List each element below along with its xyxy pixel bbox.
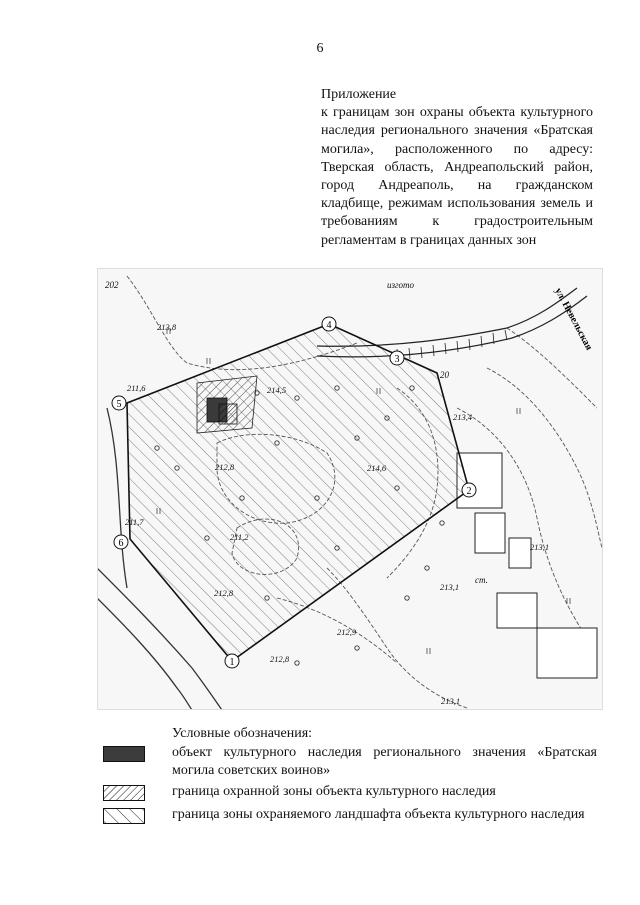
legend-item-text: граница зоны охраняемого ландшафта объекта культурного наследия	[172, 807, 585, 822]
heritage-object-swatch	[103, 746, 145, 762]
vertex-6	[114, 535, 128, 549]
vertex-5	[112, 396, 126, 410]
vertex-4	[322, 317, 336, 331]
landscape-zone-swatch	[103, 808, 145, 824]
elevation-label: 214,6	[367, 463, 387, 473]
elevation-label: 214,5	[267, 385, 287, 395]
elevation-label: 213,8	[157, 322, 177, 332]
vertex-label: 3	[394, 354, 400, 365]
misc-label: 202	[105, 280, 119, 290]
misc-label: 20	[440, 370, 449, 380]
elevation-label: 212,8	[270, 654, 290, 664]
elevation-label: 211,2	[230, 532, 249, 542]
elevation-label: 212,8	[214, 588, 234, 598]
legend-title: Условные обозначения:	[172, 726, 313, 741]
protection-zone-swatch	[103, 785, 145, 801]
appendix-head: Приложение	[321, 87, 397, 102]
appendix-body: к границам зон охраны объекта культурного наследия регионального значения «Братская могила», расположенного по адресу: Тверская область, Андреапольский район, город Андреаполь, на гражданском кладбище, режимам использования земель и требованиям к градостроительным регламентам в границах данных зон	[321, 105, 593, 248]
misc-label: изгото	[387, 280, 415, 290]
vertex-label: 1	[229, 657, 235, 668]
elevation-label: 211,6	[127, 383, 146, 393]
page-number: 6	[316, 41, 324, 56]
elevation-label: 212,8	[215, 462, 235, 472]
elevation-label: 211,7	[125, 517, 144, 527]
elevation-label: 212,9	[337, 627, 357, 637]
vertex-label: 2	[466, 486, 472, 497]
vertex-label: 6	[118, 538, 124, 549]
elevation-label: 213,1	[441, 696, 461, 706]
elevation-label: 213,1	[440, 582, 460, 592]
vertex-2	[462, 483, 476, 497]
street-label: ул. Невельская	[552, 286, 595, 353]
elevation-label: 213,4	[453, 412, 473, 422]
vertex-label: 5	[116, 399, 122, 410]
elevation-label: 213,1	[530, 542, 550, 552]
vertex-1	[225, 654, 239, 668]
vertex-label: 4	[326, 320, 332, 331]
appendix-caption	[321, 86, 593, 250]
misc-label: ст.	[475, 575, 488, 585]
legend-item-text: объект культурного наследия регионального значения «Братская могила советских воинов»	[172, 745, 597, 778]
legend-item-text: граница охранной зоны объекта культурного наследия	[172, 784, 496, 799]
site-map	[97, 268, 603, 710]
vertex-3	[390, 351, 404, 365]
